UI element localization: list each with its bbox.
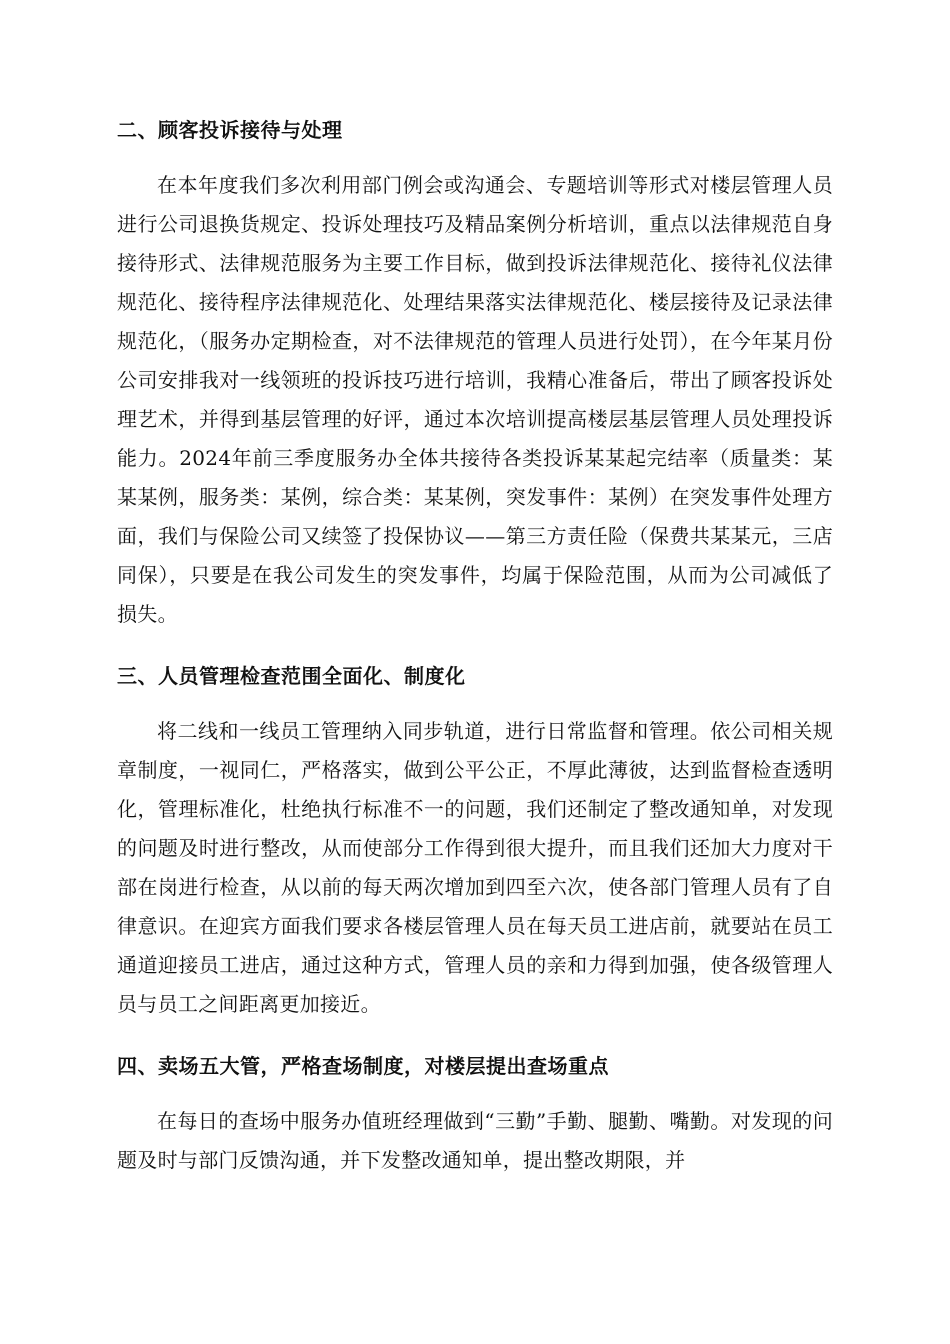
section-heading-complaint-handling: 二、顾客投诉接待与处理 — [117, 118, 343, 142]
document-body — [117, 112, 833, 1180]
section-heading-staff-management: 三、人员管理检查范围全面化、制度化 — [117, 664, 466, 688]
section-paragraph-complaint-handling: 在本年度我们多次利用部门例会或沟通会、专题培训等形式对楼层管理人员进行公司退换货规定、投诉处理技巧及精品案例分析培训，重点以法律规范自身接待形式、法律规范服务为主要工作目标，做到投诉法律规范化、接待礼仪法律规范化、接待程序法律规范化、处理结果落实法律规范化、楼层接待及记录法律规范化，（服务办定期检查，对不法律规范的管理人员进行处罚），在今年某月份公司安排我对一线领班的投诉技巧进行培训，我精心准备后，带出了顾客投诉处理艺术，并得到基层管理的好评，通过本次培训提高楼层基层管理人员处理投诉能力。2024年前三季度服务办全体共接待各类投诉某某起完结率（质量类：某某某例，服务类：某例，综合类：某某例，突发事件：某例）在突发事件处理方面，我们与保险公司又续签了投保协议——第三方责任险（保费共某某元，三店同保），只要是在我公司发生的突发事件，均属于保险范围，从而为公司减低了损失。 — [117, 173, 833, 626]
section-paragraph-floor-inspection: 在每日的查场中服务办值班经理做到“三勤”手勤、腿勤、嘴勤。对发现的问题及时与部门反馈沟通，并下发整改通知单，提出整改期限，并 — [117, 1109, 833, 1172]
section-heading-floor-inspection: 四、卖场五大管，严格查场制度，对楼层提出查场重点 — [117, 1054, 609, 1078]
section-paragraph-staff-management: 将二线和一线员工管理纳入同步轨道，进行日常监督和管理。依公司相关规章制度，一视同仁，严格落实，做到公平公正，不厚此薄彼，达到监督检查透明化，管理标准化，杜绝执行标准不一的问题，我们还制定了整改通知单，对发现的问题及时进行整改，从而使部分工作得到很大提升，而且我们还加大力度对干部在岗进行检查，从以前的每天两次增加到四至六次，使各部门管理人员有了自律意识。在迎宾方面我们要求各楼层管理人员在每天员工进店前，就要站在员工通道迎接员工进店，通过这种方式，管理人员的亲和力得到加强，使各级管理人员与员工之间距离更加接近。 — [117, 719, 833, 1016]
